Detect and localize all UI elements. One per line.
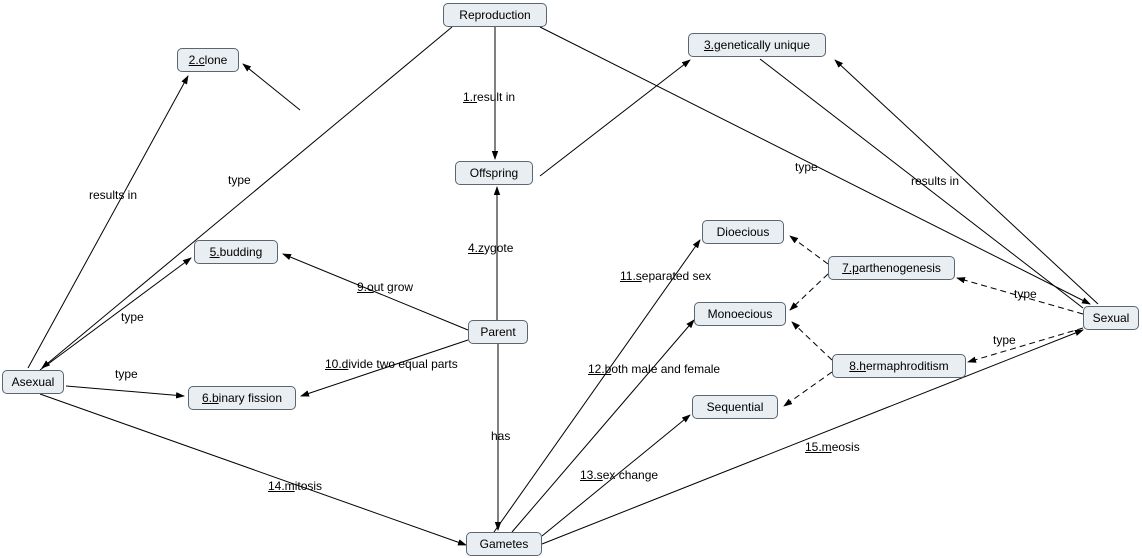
link-label-zygote: 4.zygote [468, 241, 514, 255]
link-label-result_in: 1.result in [463, 90, 516, 104]
link-label-type_asexual_clone: type [228, 173, 251, 187]
link-label-type_asexual_binary: type [115, 367, 138, 381]
node-hermaphroditism[interactable]: 8.h ermaphroditism [832, 354, 966, 378]
node-reproduction[interactable]: Reproduction [443, 3, 547, 27]
edge-hermaphroditism-monoecious [792, 322, 832, 360]
node-gametes[interactable]: Gametes [466, 532, 542, 556]
edge-gametes-dioecious [494, 240, 700, 532]
node-parthenogenesis[interactable]: 7.p arthenogenesis [828, 256, 955, 280]
link-label-type_hermaphroditism: type [993, 333, 1016, 347]
link-label-results_in_asexual: results in [89, 188, 138, 202]
link-label-both_male_and_female: 12.both male and female [588, 362, 721, 376]
node-sexual[interactable]: Sexual [1083, 306, 1139, 330]
edge-to-clone-right [243, 64, 300, 110]
edge-asexual-clone [28, 76, 188, 368]
link-label-mitosis: 14.mitosis [268, 479, 323, 493]
edge-parthenogenesis-dioecious [790, 236, 828, 264]
node-binary_fission[interactable]: 6.b inary fission [188, 386, 296, 410]
edge-offspring-genetically-unique [540, 60, 690, 176]
edge-gametes-monoecious [512, 320, 694, 532]
link-label-type_sexual_genetically: type [795, 160, 818, 174]
link-label-type_parthenogenesis: type [1014, 287, 1037, 301]
link-label-divide_two_equal_parts: 10.divide two equal parts [325, 357, 458, 371]
edge-parthenogenesis-monoecious [790, 274, 828, 310]
edge-asexual-gametes [40, 394, 466, 545]
node-budding[interactable]: 5. budding [194, 240, 278, 264]
node-asexual[interactable]: Asexual [2, 370, 64, 394]
link-label-separated_sex: 11.separated sex [620, 269, 712, 283]
link-label-meosis: 15.meosis [805, 440, 860, 454]
node-genetically_unique[interactable]: 3.g enetically unique [688, 33, 826, 57]
node-sequential[interactable]: Sequential [692, 395, 778, 419]
link-label-results_in_sexual: results in [911, 174, 960, 188]
link-label-has: has [491, 429, 511, 443]
node-parent[interactable]: Parent [468, 320, 528, 344]
edge-sexual-hermaphroditism [968, 328, 1083, 362]
node-monoecious[interactable]: Monoecious [694, 302, 786, 326]
node-clone[interactable]: 2.c lone [177, 48, 239, 72]
edge-asexual-binary-fission [66, 386, 184, 396]
node-dioecious[interactable]: Dioecious [702, 220, 784, 244]
edge-hermaphroditism-sequential [784, 372, 832, 406]
link-label-out_grow: 9.out grow [357, 280, 414, 294]
edge-asexual-budding [40, 258, 191, 370]
node-offspring[interactable]: Offspring [455, 161, 533, 185]
link-label-sex_change: 13.sex change [580, 468, 659, 482]
link-label-type_asexual_budding: type [121, 310, 144, 324]
